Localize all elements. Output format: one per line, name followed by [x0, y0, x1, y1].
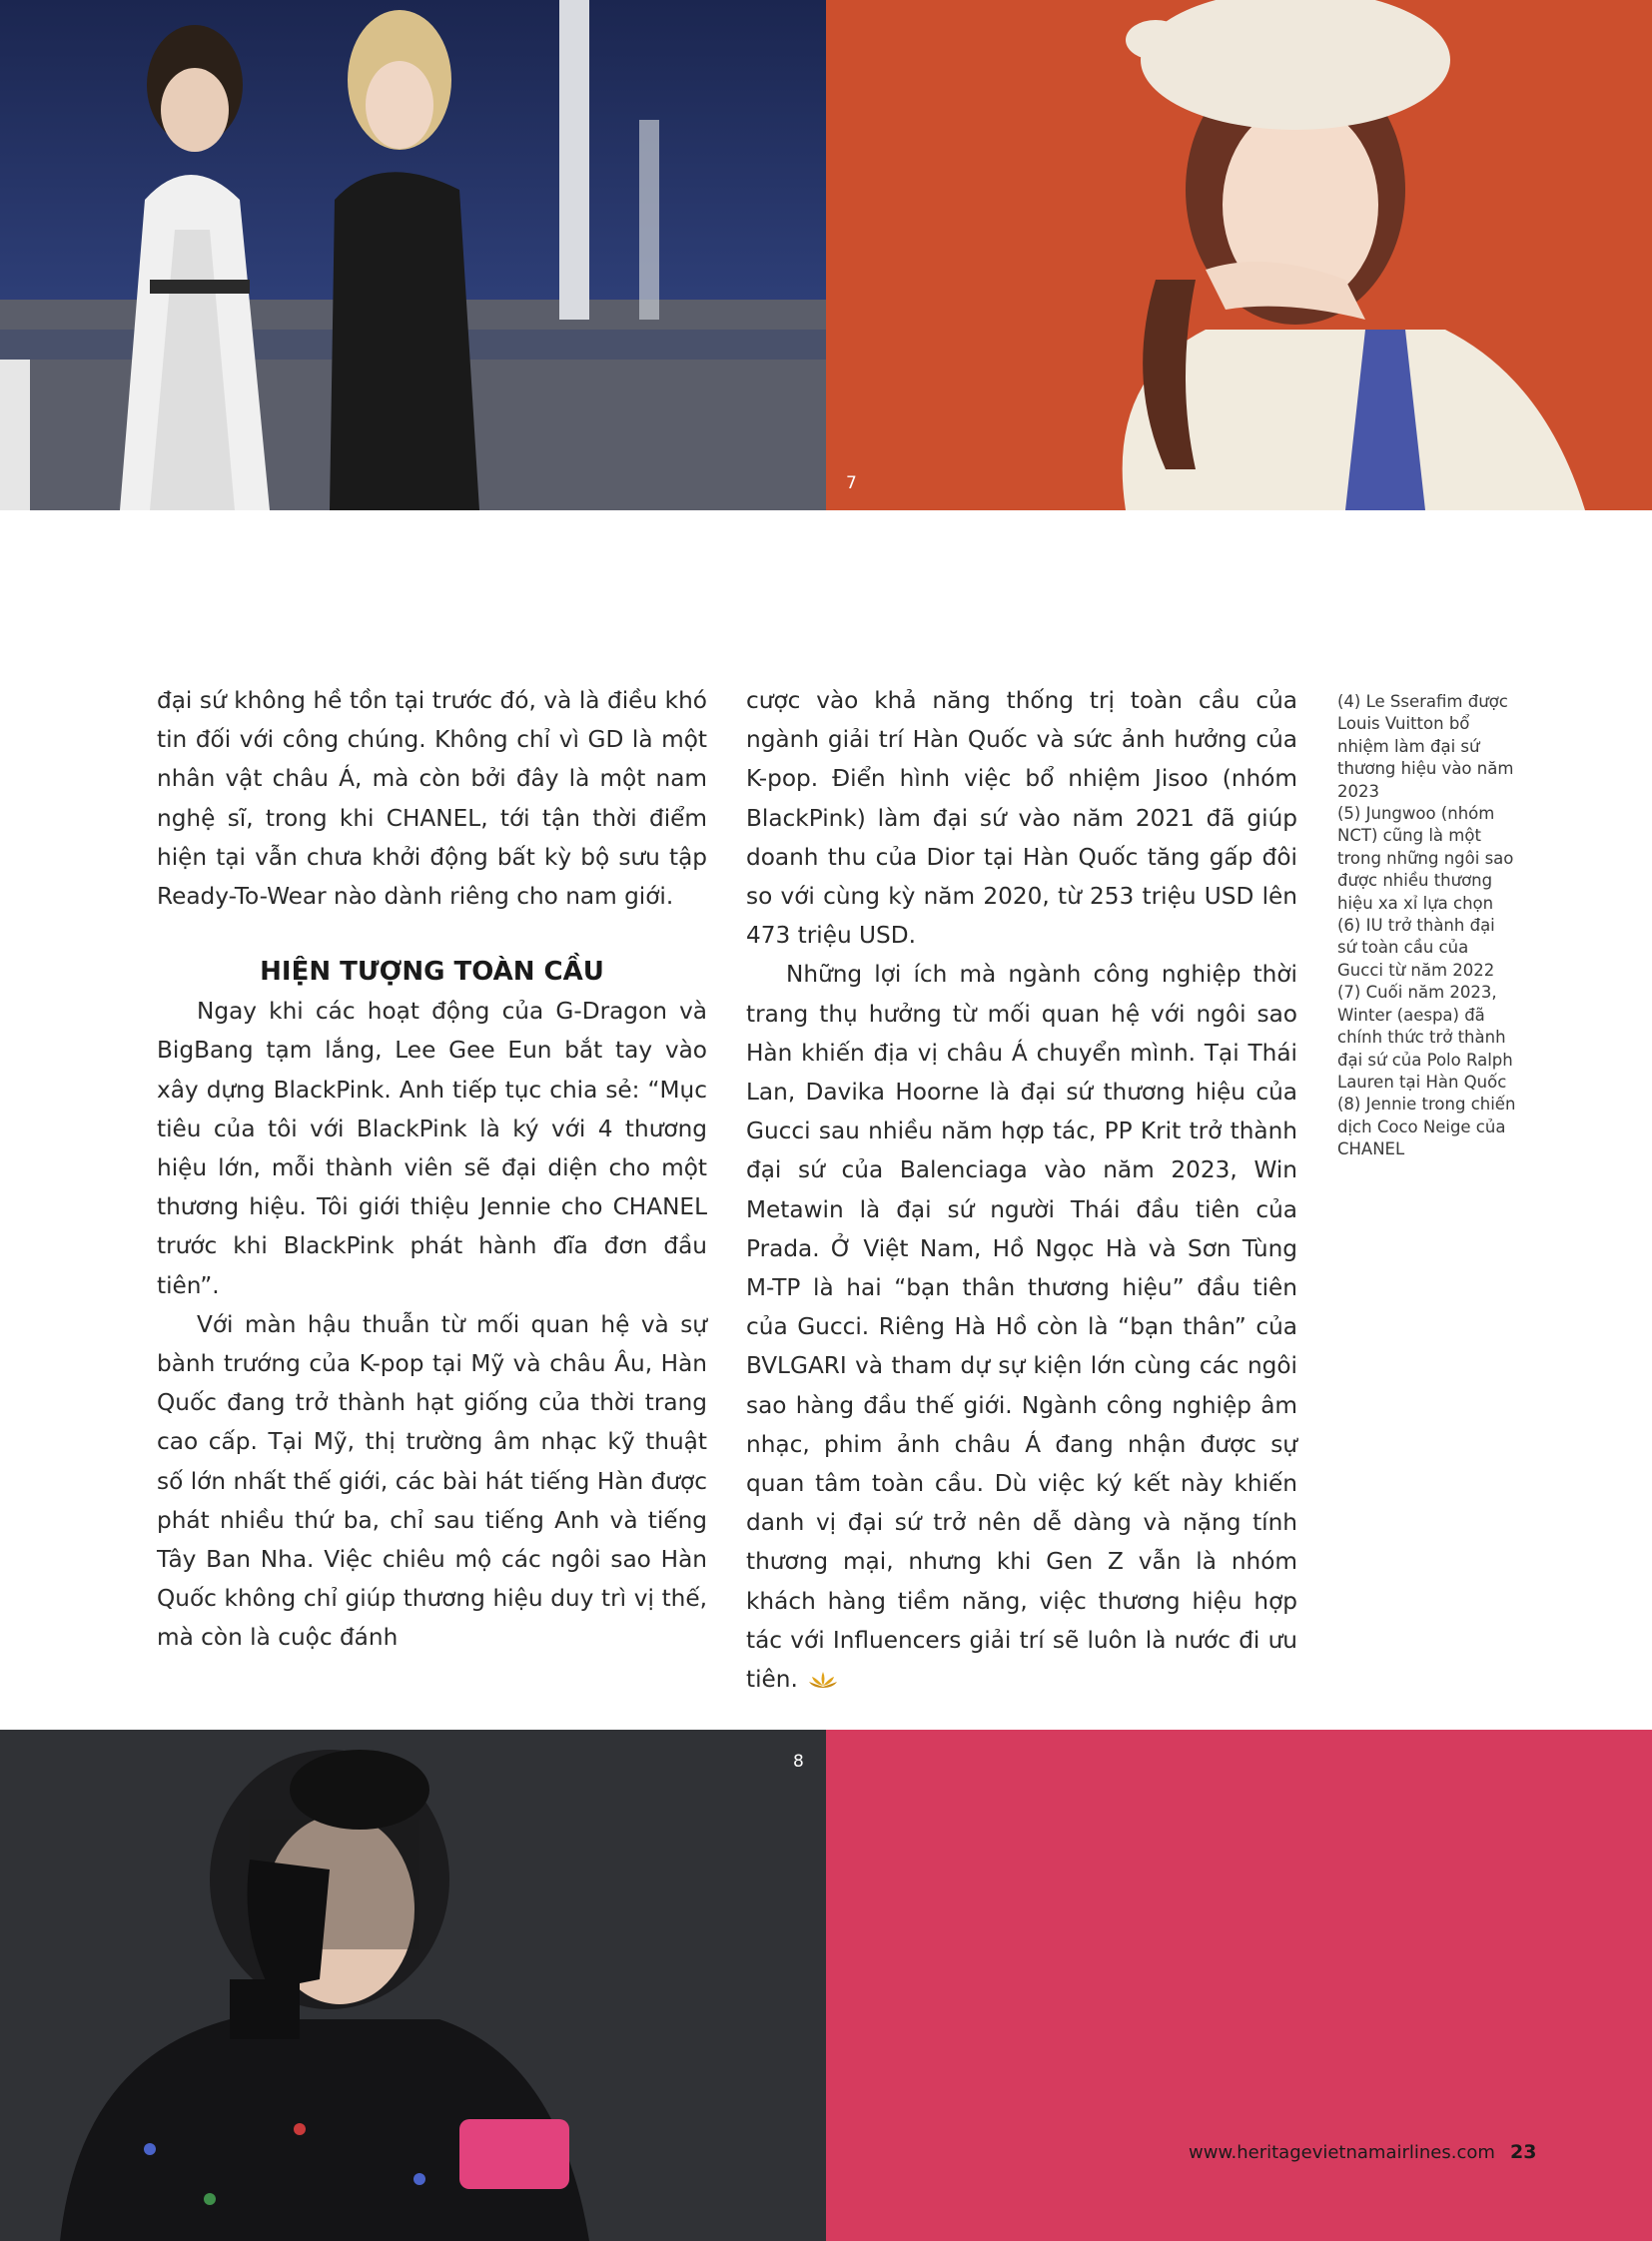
photo-bottom-left-illustration — [0, 1730, 826, 2241]
caption-7: (7) Cuối năm 2023, Winter (aespa) đã chính thức trở thành đại sứ của Polo Ralph Lauren tại Hàn Quốc — [1337, 983, 1513, 1092]
photo-top-right — [826, 0, 1652, 510]
footer-website: www.heritagevietnamairlines.com — [1189, 2142, 1495, 2163]
article-paragraph: Ngay khi các hoạt động của G-Dragon và BigBang tạm lắng, Lee Gee Eun bắt tay vào xây dựng BlackPink. Anh tiếp tục chia sẻ: “Mục tiêu của tôi với BlackPink là ký với 4 thương hiệu lớn, mỗi thành viên sẽ đại diện cho một thương hiệu. Tôi giới thiệu Jennie cho CHANEL trước khi BlackPink phát hành đĩa đơn đầu tiên”. — [157, 998, 707, 1299]
page-number: 23 — [1510, 2141, 1537, 2163]
accent-color-block — [826, 1730, 1652, 2241]
photo-captions — [1337, 691, 1517, 1161]
caption-6: (6) IU trở thành đại sứ toàn cầu của Gucci từ năm 2022 — [1337, 916, 1495, 980]
photo-top-right-illustration — [826, 0, 1652, 510]
photo-number-8: 8 — [793, 1752, 804, 1772]
caption-8: (8) Jennie trong chiến dịch Coco Neige của CHANEL — [1337, 1095, 1516, 1159]
article-column-1 — [157, 681, 707, 1658]
photo-top-left — [0, 0, 826, 510]
photo-bottom-left — [0, 1730, 826, 2241]
article-column-2 — [746, 681, 1297, 1699]
lotus-end-icon — [808, 1670, 838, 1690]
article-paragraph-text: Những lợi ích mà ngành công nghiệp thời trang thụ hưởng từ mối quan hệ với ngôi sao Hàn khiến địa vị châu Á chuyển mình. Tại Thái Lan, Davika Hoorne là đại sứ thương hiệu của Gucci sau nhiều năm hợp tác, PP Krit trở thành đại sứ của Balenciaga vào năm 2023, Win Metawin là đại sứ người Thái đầu tiên của Prada. Ở Việt Nam, Hồ Ngọc Hà và Sơn Tùng M-TP là hai “bạn thân thương hiệu” đầu tiên của Gucci. Riêng Hà Hồ còn là “bạn thân” của BVLGARI và tham dự sự kiện lớn cùng các ngôi sao hàng đầu thế giới. Ngành công nghiệp âm nhạc, phim ảnh châu Á đang nhận được sự quan tâm toàn cầu. Dù việc ký kết này khiến danh vị đại sứ trở nên dễ dàng và nặng tính thương mại, nhưng khi Gen Z vẫn là nhóm khách hàng tiềm năng, việc thương hiệu hợp tác với Influencers giải trí sẽ luôn là nước đi ưu tiên. — [746, 961, 1297, 1694]
article-paragraph: đại sứ không hề tồn tại trước đó, và là điều khó tin đối với công chúng. Không chỉ vì GD là một nhân vật châu Á, mà còn bởi đây là một nam nghệ sĩ, trong khi CHANEL, tới tận thời điểm hiện tại vẫn chưa khởi động bất kỳ bộ sưu tập Ready-To-Wear nào dành riêng cho nam giới. — [157, 687, 707, 911]
photo-number-7: 7 — [846, 473, 857, 493]
article-paragraph: Với màn hậu thuẫn từ mối quan hệ và sự bành trướng của K-pop tại Mỹ và châu Âu, Hàn Quốc đang trở thành hạt giống của thời trang cao cấp. Tại Mỹ, thị trường âm nhạc kỹ thuật số lớn nhất thế giới, các bài hát tiếng Hàn được phát nhiều thứ ba, chỉ sau tiếng Anh và tiếng Tây Ban Nha. Việc chiêu mộ các ngôi sao Hàn Quốc không chỉ giúp thương hiệu duy trì vị thế, mà còn là cuộc đánh — [157, 1310, 707, 1652]
section-heading: HIỆN TƯỢNG TOÀN CẦU — [260, 957, 604, 988]
photo-top-left-illustration — [0, 0, 826, 510]
article-paragraph-end — [746, 955, 1297, 1699]
caption-4: (4) Le Sserafim được Louis Vuitton bổ nhiệm làm đại sứ thương hiệu vào năm 2023 — [1337, 692, 1514, 801]
article-paragraph: cược vào khả năng thống trị toàn cầu của ngành giải trí Hàn Quốc và sức ảnh hưởng của K-pop. Điển hình việc bổ nhiệm Jisoo (nhóm BlackPink) làm đại sứ vào năm 2021 đã giúp doanh thu của Dior tại Hàn Quốc tăng gấp đôi so với cùng kỳ năm 2020, từ 253 triệu USD lên 473 triệu USD. — [746, 687, 1297, 950]
caption-5: (5) Jungwoo (nhóm NCT) cũng là một trong những ngôi sao được nhiều thương hiệu xa xỉ lựa chọn — [1337, 804, 1514, 913]
